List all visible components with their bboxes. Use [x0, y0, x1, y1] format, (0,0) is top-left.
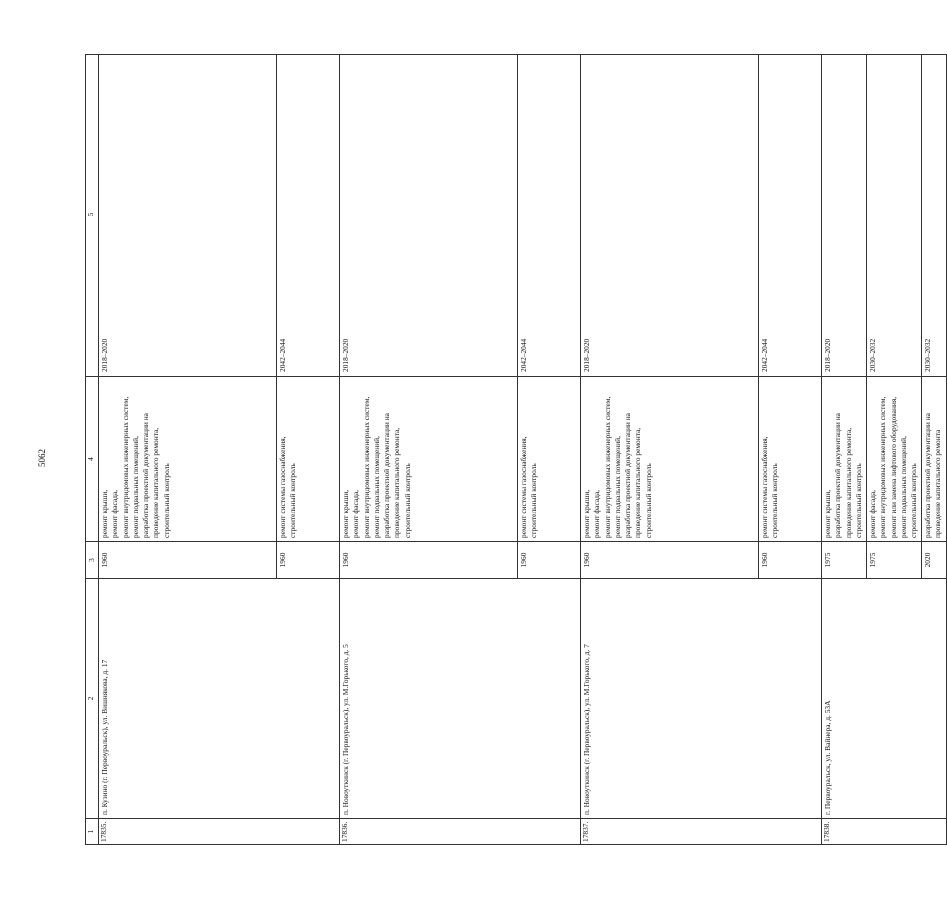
table-row [99, 55, 277, 845]
header-col-5: 5 [86, 55, 99, 377]
entry-number: 17837. [581, 819, 822, 845]
repair-period: 2018–2020 [581, 55, 759, 377]
rotated-page-content [85, 80, 943, 845]
works-list: ремонт системы газоснабжения, строительный контроль [277, 377, 340, 542]
repair-period: 2018–2020 [99, 55, 277, 377]
header-row [86, 55, 99, 845]
works-list: ремонт крыши, разработка проектной документации на проведение капитального ремонта, строительный контроль [822, 377, 867, 542]
build-year: 1960 [518, 542, 581, 579]
header-col-4: 4 [86, 377, 99, 542]
repair-period: 2042–2044 [759, 55, 822, 377]
repair-period: 2018–2020 [340, 55, 518, 377]
entry-address: п. Новоуткинск (г. Первоуральск), ул. М.Горького, д. 5 [340, 579, 581, 819]
build-year: 1975 [822, 542, 867, 579]
page-number: 5062 [37, 449, 47, 467]
entry-number: 17838. [822, 819, 947, 845]
repair-period: 2042–2044 [518, 55, 581, 377]
repair-period: 2042–2044 [277, 55, 340, 377]
entry-number: 17836. [340, 819, 581, 845]
build-year: 1960 [277, 542, 340, 579]
works-list: ремонт крыши, ремонт фасада, ремонт внутридомовых инженерных систем, ремонт подвальных помещений, разработка проектной документации на проведение капитального ремонта, строительный контроль [340, 377, 518, 542]
entry-number: 17835. [99, 819, 340, 845]
works-list: ремонт системы газоснабжения, строительный контроль [518, 377, 581, 542]
build-year: 1960 [99, 542, 277, 579]
repair-period: 2030–2032 [922, 55, 947, 377]
works-list: ремонт крыши, ремонт фасада, ремонт внутридомовых инженерных систем, ремонт подвальных помещений, разработка проектной документации на проведение капитального ремонта, строительный контроль [99, 377, 277, 542]
entry-address: г. Первоуральск, ул. Вайнера, д. 53А [822, 579, 947, 819]
build-year: 1960 [340, 542, 518, 579]
header-col-3: 3 [86, 542, 99, 579]
works-list: ремонт крыши, ремонт фасада, ремонт внутридомовых инженерных систем, ремонт подвальных помещений, разработка проектной документации на проведение капитального ремонта, строительный контроль [581, 377, 759, 542]
entry-address: п. Кузино (г. Первоуральск), ул. Вишнякова, д. 17 [99, 579, 340, 819]
build-year: 2020 [922, 542, 947, 579]
table-row [581, 55, 759, 845]
repair-period: 2018–2020 [822, 55, 867, 377]
build-year: 1960 [581, 542, 759, 579]
capital-repair-table [85, 54, 947, 845]
header-col-1: 1 [86, 819, 99, 845]
build-year: 1960 [759, 542, 822, 579]
table-row [822, 55, 867, 845]
works-list: разработка проектной документации на проведение капитального ремонта [922, 377, 947, 542]
entry-address: п. Новоуткинск (г. Первоуральск), ул. М.Горького, д. 7 [581, 579, 822, 819]
header-col-2: 2 [86, 579, 99, 819]
works-list: ремонт фасада, ремонт внутридомовых инженерных систем, ремонт или замена лифтового оборудования, ремонт подвальных помещений, строительный контроль [867, 377, 922, 542]
repair-period: 2030–2032 [867, 55, 922, 377]
works-list: ремонт системы газоснабжения, строительный контроль [759, 377, 822, 542]
build-year: 1975 [867, 542, 922, 579]
table-row [340, 55, 518, 845]
